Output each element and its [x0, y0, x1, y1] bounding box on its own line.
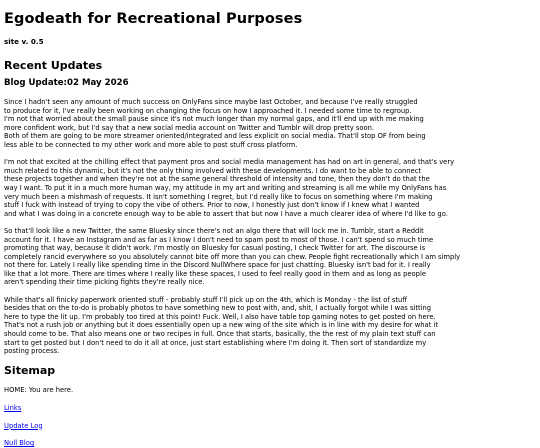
blog-paragraph-line: That's not a rush job or anything but it does essentially open up a new wing of the site which is in line with my desire for what it — [4, 321, 438, 330]
blog-paragraph-line: here to type the lit up. I'm probably too tired at this point! Fuck. Well, I also have table top gaming notes to get posted on here. — [4, 312, 436, 321]
sitemap-heading: Sitemap — [4, 364, 56, 378]
blog-paragraph-line: less able to be connected to my other work and more able to post stuff cross platform. — [4, 140, 298, 149]
blog-paragraph — [4, 296, 534, 356]
sitemap-nav — [4, 386, 534, 447]
blog-paragraph-line: account for it. I have an Instagram and as far as I know I don't need to spam post to most of those. I can't spend so much time — [4, 235, 434, 244]
blog-paragraph-line: I'm not that excited at the chilling effect that payment pros and social media management has had on art in general, and that's very — [4, 158, 455, 167]
blog-paragraph-line: besides that on the to-do is probably photos to have something new to post with, and, shit, I actually forgot while I was sitting — [4, 304, 432, 313]
blog-paragraph-line: stuff I fuck with instead of trying to copy the vibe of others. Prior to now, I honestly just don't know if I knew what I wanted — [4, 201, 420, 210]
blog-paragraph-line: aren't spending their time picking fights they're really nice. — [4, 278, 205, 287]
sitemap-home-text: HOME: You are here. — [4, 386, 74, 395]
site-title: Egodeath for Recreational Purposes — [4, 11, 303, 27]
sitemap-link-links[interactable]: Links — [4, 404, 22, 412]
blog-update-title: Blog Update:02 May 2026 — [4, 78, 129, 88]
blog-paragraph-line: these projects together and when they're not at the same general threshold of intensity and tone, then they don't do that the — [4, 175, 430, 184]
blog-paragraph-line: and what I was doing in a concrete enough way to be able to assert that but now I have a much clearer idea of where I'd like to go. — [4, 209, 448, 218]
blog-paragraph-line: much related to this dynamic, but it's not the only thing involved with these developments. I do want to be able to connect — [4, 166, 422, 175]
blog-paragraph — [4, 158, 534, 218]
blog-paragraph-line: So that'll look like a new Twitter, the same Bluesky since there's not an algo there that will lock me in. Tumblr, start a Reddit — [4, 226, 424, 235]
blog-paragraph-line: should come to be. That also means one or two recipes in full. Once that starts, basically, the the rest of my plain text stuff can — [4, 330, 436, 339]
blog-paragraph-line: I'm not that worried about the small pause since it's not much longer than my normal gaps, and it'll end up with me making — [4, 115, 424, 124]
blog-paragraph-line: posting process. — [4, 347, 60, 356]
blog-paragraph-line: way I want. To put it in a much more human way, my attitude in my art and writing and streaming is all me while my OnlyFans has — [4, 183, 447, 192]
blog-paragraph-line: like that a lot more. There are times where I really like these spaces, I used to feel really good in them and as long as people — [4, 269, 426, 278]
blog-paragraph-line: start to get posted but I don't need to do it all at once, just start establishing where I'm doing it. Then sort of standardize my — [4, 338, 427, 347]
blog-paragraph-line: to produce for it, I've really been working on changing the focus on how I approached it. I needed some time to regroup. — [4, 106, 412, 115]
blog-body — [4, 98, 534, 356]
blog-paragraph — [4, 227, 534, 287]
blog-paragraph-line: not there for. Lately I really like spending time in the Discord NullWhere space for just chatting. Bluesky isn't bad for it. I really — [4, 261, 431, 270]
recent-updates-heading: Recent Updates — [4, 59, 103, 72]
blog-paragraph-line: Since I hadn't seen any amount of much success on OnlyFans since maybe last October, and because I've really struggled — [4, 98, 418, 106]
blog-paragraph-line: very much been a mishmash of requests. It isn't something I regret, but I'd really like to focus on something where I'm making — [4, 192, 433, 201]
blog-paragraph-line: completely rancid everywhere so you absolutely cannot bite off more than you can chew. People fight recreationally which I am simply — [4, 252, 461, 261]
blog-paragraph-line: While that's all finicky paperwork oriented stuff - probably stuff I'll pick up on the 4th, which is Monday - the list of stuff — [4, 295, 407, 304]
blog-paragraph-line: more confident work, but I'd say that a new social media account on Twitter and Tumblr will drop pretty soon. — [4, 123, 375, 132]
site-version: site v. 0.5 — [4, 37, 44, 46]
blog-paragraph-line: promoting that way, because it didn't work. I'm mostly on Bluesky for casual posting, I check Twitter for art. The discourse is — [4, 244, 426, 253]
blog-paragraph-line: Both of them are going to be more streamer oriented/integrated and less explicit on social media. That'll stop OF from being — [4, 132, 426, 141]
sitemap-link-update-log[interactable]: Update Log — [4, 421, 43, 430]
blog-paragraph — [4, 98, 534, 150]
sitemap-link-null-blog[interactable]: Null Blog — [4, 439, 35, 448]
